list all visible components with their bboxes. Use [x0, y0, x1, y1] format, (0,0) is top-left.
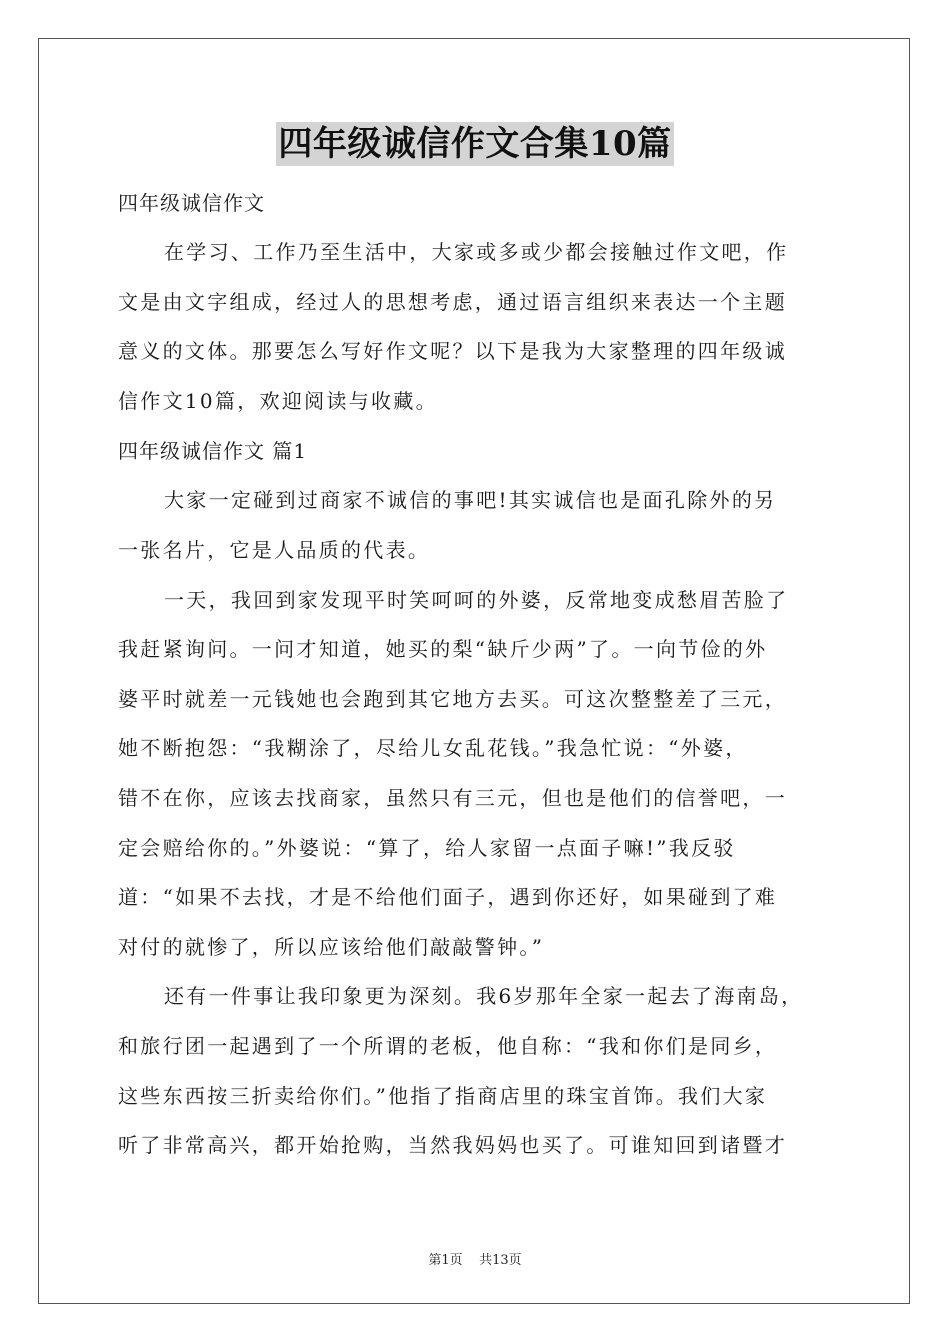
document-title: 四年级诚信作文合集10篇: [278, 124, 672, 164]
paragraph-line: 对付的就惨了，所以应该给他们敲敲警钟。”: [118, 934, 545, 959]
essay-paragraph-1: [118, 476, 838, 575]
paragraph-line: 文是由文字组成，经过人的思想考虑，通过语言组织来表达一个主题: [118, 289, 787, 314]
paragraph-line: 听了非常高兴，都开始抢购，当然我妈妈也买了。可谁知回到诸暨才: [118, 1133, 787, 1158]
page-footer: [0, 1249, 950, 1268]
paragraph-line: 道：“如果不去找，才是不给他们面子，遇到你还好，如果碰到了难: [118, 885, 778, 910]
paragraph-line: 她不断抱怨：“我糊涂了，尽给儿女乱花钱。”我急忙说：“外婆，: [118, 736, 748, 761]
paragraph-line: 大家一定碰到过商家不诚信的事吧!其实诚信也是面孔除外的另: [164, 488, 777, 513]
document-body: [118, 178, 838, 1171]
essay-heading: 四年级诚信作文 篇1: [118, 439, 308, 464]
paragraph-line: 这些东西按三折卖给你们。”他指了指商店里的珠宝首饰。我们大家: [118, 1083, 768, 1108]
paragraph-line: 错不在你，应该去找商家，虽然只有三元，但也是他们的信誉吧，一: [118, 785, 787, 810]
paragraph-line: 我赶紧询问。一问才知道，她买的梨“缺斤少两”了。一向节俭的外: [118, 637, 768, 662]
section-heading: 四年级诚信作文: [118, 191, 265, 215]
paragraph-line: 一天，我回到家发现平时笑呵呵的外婆，反常地变成愁眉苦脸了: [164, 587, 789, 612]
paragraph-line: 一张名片，它是人品质的代表。: [118, 537, 431, 562]
paragraph-line: 在学习、工作乃至生活中，大家或多或少都会接触过作文吧，作: [164, 240, 789, 264]
paragraph-line: 和旅行团一起遇到了一个所谓的老板，他自称：“我和你们是同乡，: [118, 1033, 778, 1058]
intro-paragraph: [118, 228, 838, 426]
paragraph-line: 意义的文体。那要怎么写好作文呢？以下是我为大家整理的四年级诚: [118, 339, 787, 364]
paragraph-line: 还有一件事让我印象更为深刻。我6岁那年全家一起去了海南岛，: [164, 984, 804, 1009]
title-wrap: [0, 122, 950, 166]
page-number: 第1页 共13页: [428, 1253, 522, 1268]
essay-paragraph-3: [118, 972, 838, 1170]
paragraph-line: 信作文10篇，欢迎阅读与收藏。: [118, 388, 438, 413]
paragraph-line: 婆平时就差一元钱她也会跑到其它地方去买。可这次整整差了三元，: [118, 686, 787, 711]
paragraph-line: 定会赔给你的。”外婆说：“算了，给人家留一点面子嘛!”我反驳: [118, 835, 736, 860]
essay-paragraph-2: [118, 576, 838, 973]
